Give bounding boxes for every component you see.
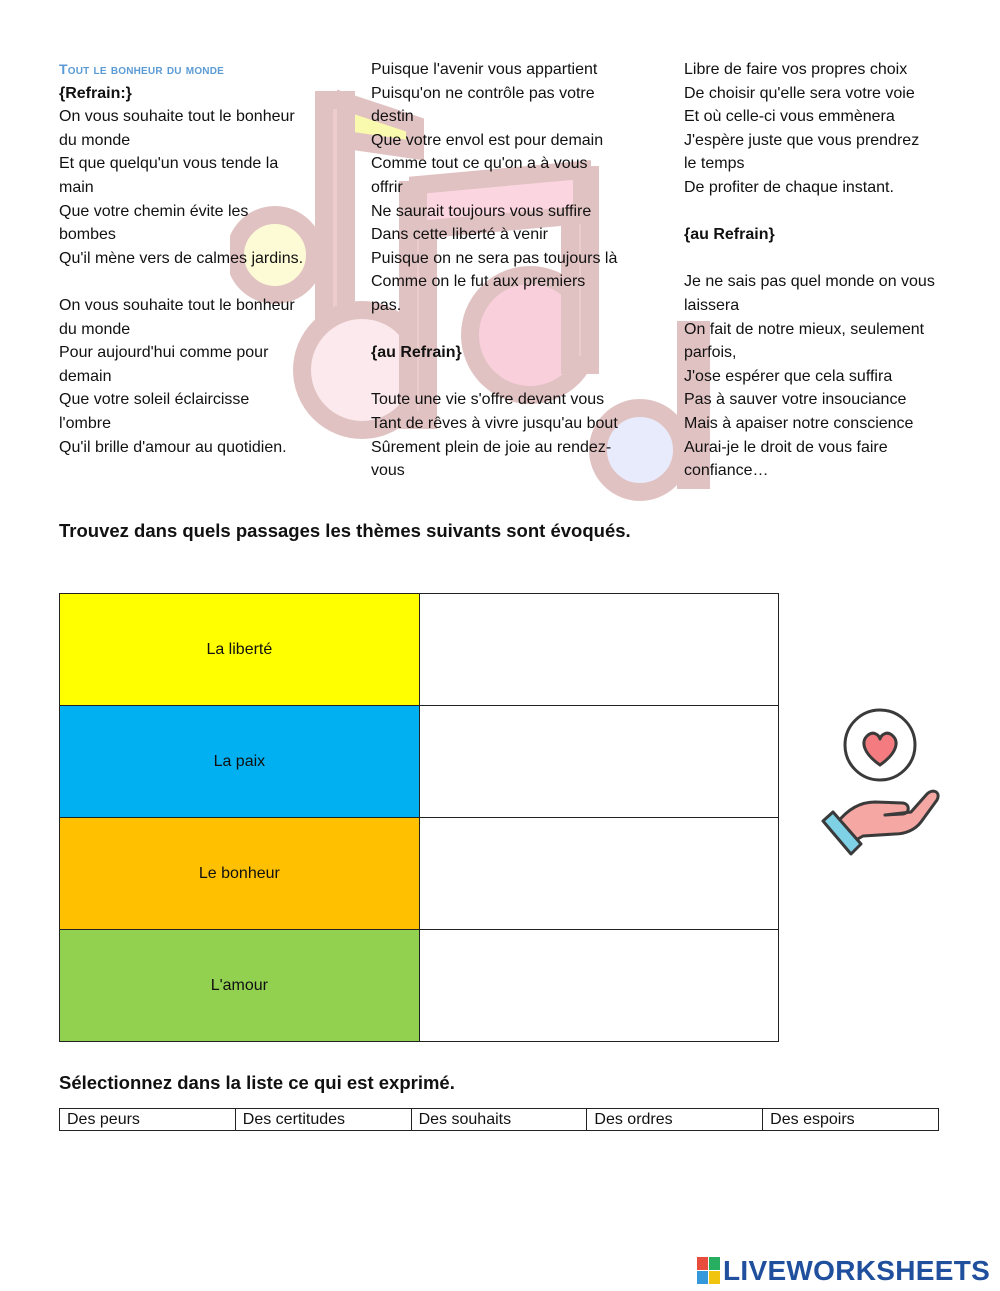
lyric-line: Puisqu'on ne contrôle pas votre <box>371 84 595 102</box>
theme-cell-paix: La paix <box>60 706 420 818</box>
table-row <box>60 1109 939 1131</box>
lyric-line <box>371 365 618 389</box>
lyric-line: main <box>59 178 94 196</box>
lyric-line: Ne saurait toujours vous suffire <box>371 202 592 220</box>
lyric-line: Que votre envol est pour demain <box>371 131 604 149</box>
exercise2-instruction: Sélectionnez dans la liste ce qui est exprimé. <box>59 1072 455 1093</box>
lyric-line: On vous souhaite tout le bonheur <box>59 296 295 314</box>
answer-box-paix[interactable] <box>419 706 778 818</box>
lyric-line: Qu'il mène vers de calmes jardins. <box>59 249 304 267</box>
lyric-line: Aurai-je le droit de vous faire <box>684 438 888 456</box>
lyric-line: confiance… <box>684 462 769 480</box>
lyric-line: Puisque l'avenir vous appartient <box>371 61 598 78</box>
lyric-line: vous <box>371 462 405 480</box>
lyric-line: Qu'il brille d'amour au quotidien. <box>59 438 287 456</box>
lyric-line: du monde <box>59 320 131 338</box>
lyric-line: Et où celle-ci vous emmènera <box>684 108 895 126</box>
lyric-line: Comme on le fut aux premiers <box>371 273 586 291</box>
lyric-line: Pour aujourd'hui comme pour <box>59 344 269 362</box>
theme-cell-amour: L'amour <box>60 930 420 1042</box>
lyric-line: parfois, <box>684 344 737 362</box>
lyric-line: On vous souhaite tout le bonheur <box>59 108 295 126</box>
lyric-line <box>59 270 303 294</box>
lyric-line: De choisir qu'elle sera votre voie <box>684 84 915 102</box>
liveworksheets-logo <box>697 1255 990 1287</box>
answer-box-bonheur[interactable] <box>419 818 778 930</box>
lyric-line: le temps <box>684 155 745 173</box>
lyric-line: J'ose espérer que cela suffira <box>684 367 893 385</box>
exercise1-instruction: Trouvez dans quels passages les thèmes suivants sont évoqués. <box>59 520 631 541</box>
lyric-line: {Refrain:} <box>59 84 132 102</box>
lyrics-column-3 <box>684 58 935 483</box>
lyric-line: laissera <box>684 296 740 314</box>
lyrics-column-1 <box>59 58 303 459</box>
table-row <box>60 706 779 818</box>
lyric-line: l'ombre <box>59 414 111 432</box>
theme-cell-liberte: La liberté <box>60 594 420 706</box>
lyric-line: destin <box>371 108 414 126</box>
logo-text: LIVEWORKSHEETS <box>723 1255 991 1286</box>
lyric-line: du monde <box>59 131 131 149</box>
lyric-line <box>684 247 935 271</box>
lyric-line: bombes <box>59 226 116 244</box>
option-espoirs[interactable]: Des espoirs <box>763 1109 939 1131</box>
lyric-line: Sûrement plein de joie au rendez- <box>371 438 612 456</box>
lyric-line: Que votre chemin évite les <box>59 202 249 220</box>
lyric-line: De profiter de chaque instant. <box>684 178 894 196</box>
lyric-line: Que votre soleil éclaircisse <box>59 391 250 409</box>
lyrics-column-2 <box>371 58 618 483</box>
table-row <box>60 930 779 1042</box>
table-row <box>60 594 779 706</box>
lyric-line: On fait de notre mieux, seulement <box>684 320 925 338</box>
lyric-line: offrir <box>371 178 403 196</box>
lyric-line: Je ne sais pas quel monde on vous <box>684 273 935 291</box>
option-ordres[interactable]: Des ordres <box>587 1109 763 1131</box>
lyric-line <box>684 200 935 224</box>
lyric-line: Mais à apaiser notre conscience <box>684 414 914 432</box>
answer-box-liberte[interactable] <box>419 594 778 706</box>
lyric-line: demain <box>59 367 112 385</box>
logo-blocks-icon <box>697 1257 721 1285</box>
lyric-line: Dans cette liberté à venir <box>371 226 548 244</box>
song-title: Tout le bonheur du monde <box>59 61 225 77</box>
table-row <box>60 818 779 930</box>
lyric-line: J'espère juste que vous prendrez <box>684 131 920 149</box>
lyric-line: Puisque on ne sera pas toujours là <box>371 249 618 267</box>
lyric-line: Libre de faire vos propres choix <box>684 61 908 78</box>
lyric-line: Pas à sauver votre insouciance <box>684 391 907 409</box>
options-list <box>59 1108 939 1131</box>
lyric-line: Tant de rêves à vivre jusqu'au bout <box>371 414 618 432</box>
lyric-line: Et que quelqu'un vous tende la <box>59 155 279 173</box>
theme-cell-bonheur: Le bonheur <box>60 818 420 930</box>
lyric-line: pas. <box>371 296 402 314</box>
option-souhaits[interactable]: Des souhaits <box>411 1109 587 1131</box>
lyric-line: Comme tout ce qu'on a à vous <box>371 155 588 173</box>
option-certitudes[interactable]: Des certitudes <box>235 1109 411 1131</box>
lyric-line: {au Refrain} <box>371 344 462 362</box>
lyric-line <box>371 318 618 342</box>
answer-box-amour[interactable] <box>419 930 778 1042</box>
themes-table <box>59 593 779 1042</box>
heart-hand-icon <box>815 708 945 858</box>
lyric-line: Toute une vie s'offre devant vous <box>371 391 605 409</box>
lyric-line: {au Refrain} <box>684 226 775 244</box>
option-peurs[interactable]: Des peurs <box>60 1109 236 1131</box>
